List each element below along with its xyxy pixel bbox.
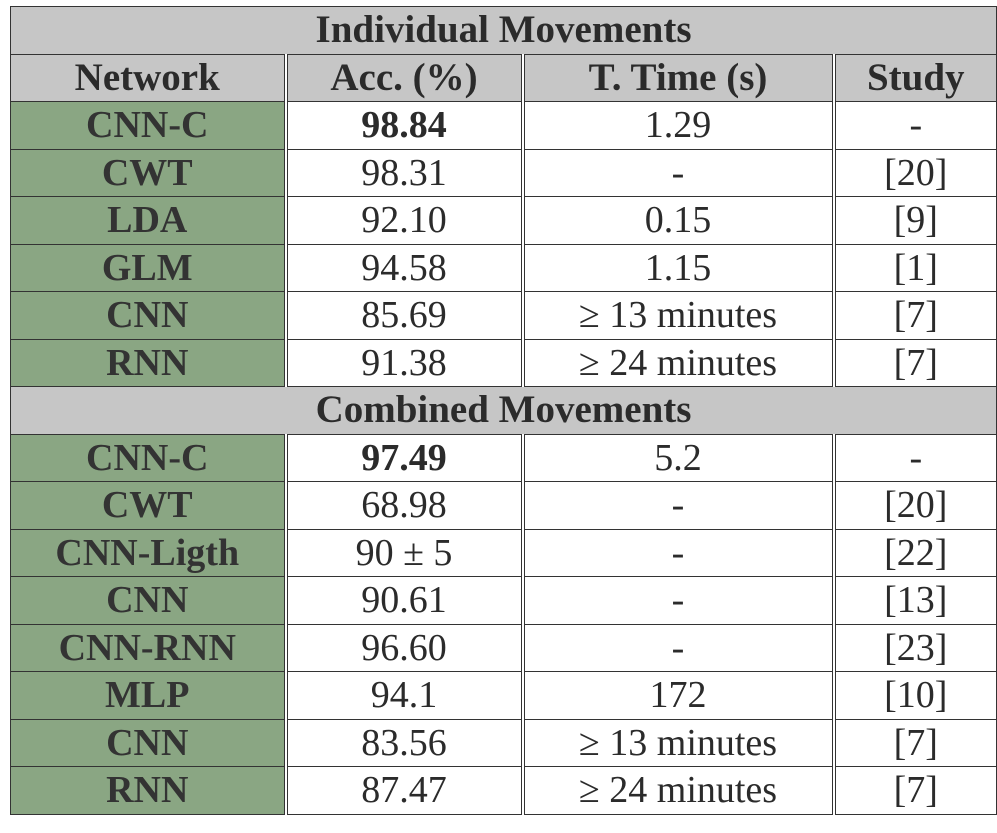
study-cell: [23] xyxy=(834,624,997,672)
time-cell: ≥ 24 minutes xyxy=(523,339,834,387)
study-cell: [7] xyxy=(834,719,997,767)
study-cell: - xyxy=(834,434,997,482)
network-cell: LDA xyxy=(11,197,286,245)
time-cell: 172 xyxy=(523,672,834,720)
table-row xyxy=(11,434,997,482)
table-row xyxy=(11,292,997,340)
accuracy-cell: 91.38 xyxy=(286,339,523,387)
table-row xyxy=(11,339,997,387)
network-cell: CWT xyxy=(11,482,286,530)
study-cell: [1] xyxy=(834,244,997,292)
accuracy-cell: 90.61 xyxy=(286,577,523,625)
network-cell: CNN-RNN xyxy=(11,624,286,672)
study-cell: [10] xyxy=(834,672,997,720)
results-table-body xyxy=(11,7,997,815)
time-cell: - xyxy=(523,482,834,530)
table-row xyxy=(11,482,997,530)
accuracy-cell: 85.69 xyxy=(286,292,523,340)
table-row xyxy=(11,529,997,577)
time-cell: 1.29 xyxy=(523,102,834,150)
study-cell: [20] xyxy=(834,149,997,197)
network-cell: GLM xyxy=(11,244,286,292)
accuracy-cell: 83.56 xyxy=(286,719,523,767)
study-cell: [7] xyxy=(834,339,997,387)
table-row xyxy=(11,624,997,672)
accuracy-cell: 98.84 xyxy=(286,102,523,150)
network-cell: CNN xyxy=(11,719,286,767)
accuracy-cell: 87.47 xyxy=(286,767,523,815)
network-cell: CNN xyxy=(11,577,286,625)
accuracy-cell: 94.1 xyxy=(286,672,523,720)
time-cell: - xyxy=(523,624,834,672)
study-cell: - xyxy=(834,102,997,150)
section-title-combined: Combined Movements xyxy=(11,387,997,435)
time-cell: 1.15 xyxy=(523,244,834,292)
table-row xyxy=(11,244,997,292)
study-cell: [20] xyxy=(834,482,997,530)
column-header-row xyxy=(11,54,997,102)
table-row xyxy=(11,197,997,245)
section-header-individual xyxy=(11,7,997,55)
column-header-network: Network xyxy=(11,54,286,102)
table-row xyxy=(11,719,997,767)
network-cell: CWT xyxy=(11,149,286,197)
section-header-combined xyxy=(11,387,997,435)
column-header-accuracy: Acc. (%) xyxy=(286,54,523,102)
accuracy-cell: 97.49 xyxy=(286,434,523,482)
study-cell: [9] xyxy=(834,197,997,245)
accuracy-cell: 90 ± 5 xyxy=(286,529,523,577)
network-cell: CNN-C xyxy=(11,102,286,150)
table-row xyxy=(11,767,997,815)
column-header-study: Study xyxy=(834,54,997,102)
section-title-individual: Individual Movements xyxy=(11,7,997,55)
time-cell: - xyxy=(523,149,834,197)
network-cell: CNN-C xyxy=(11,434,286,482)
accuracy-cell: 92.10 xyxy=(286,197,523,245)
time-cell: ≥ 24 minutes xyxy=(523,767,834,815)
table-row xyxy=(11,102,997,150)
network-cell: RNN xyxy=(11,339,286,387)
network-cell: CNN-Ligth xyxy=(11,529,286,577)
column-header-time: T. Time (s) xyxy=(523,54,834,102)
accuracy-cell: 98.31 xyxy=(286,149,523,197)
study-cell: [7] xyxy=(834,292,997,340)
results-table-container xyxy=(10,6,996,815)
table-row xyxy=(11,577,997,625)
time-cell: ≥ 13 minutes xyxy=(523,719,834,767)
table-row xyxy=(11,672,997,720)
study-cell: [22] xyxy=(834,529,997,577)
network-cell: RNN xyxy=(11,767,286,815)
accuracy-cell: 94.58 xyxy=(286,244,523,292)
accuracy-cell: 68.98 xyxy=(286,482,523,530)
time-cell: ≥ 13 minutes xyxy=(523,292,834,340)
study-cell: [7] xyxy=(834,767,997,815)
time-cell: 0.15 xyxy=(523,197,834,245)
time-cell: - xyxy=(523,529,834,577)
results-table xyxy=(10,6,997,815)
study-cell: [13] xyxy=(834,577,997,625)
accuracy-cell: 96.60 xyxy=(286,624,523,672)
network-cell: CNN xyxy=(11,292,286,340)
time-cell: 5.2 xyxy=(523,434,834,482)
network-cell: MLP xyxy=(11,672,286,720)
table-row xyxy=(11,149,997,197)
time-cell: - xyxy=(523,577,834,625)
